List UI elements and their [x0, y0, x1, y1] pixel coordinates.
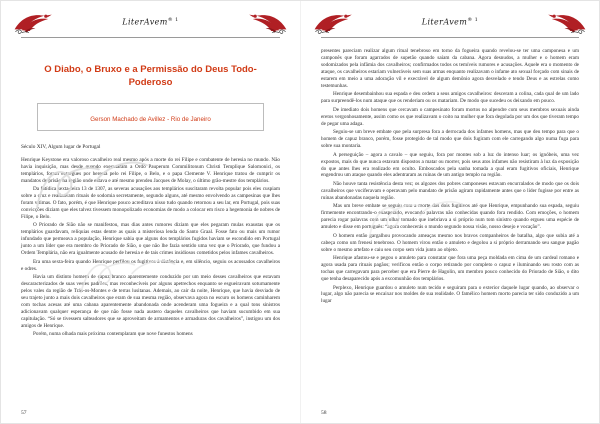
brand-logotype [21, 11, 280, 27]
body-paragraph: O homem então gargalhou provocando ameaças mesmo nos bravos companheiros de batalha, algo que subia até a cabeça como um frenesi tenebroso. O homem virou então o amuleto e degolou a si próprio derramando seu sangue pagão sobre o mesmo artefato e caiu seu corpo sem vida junto ao objeto. [321, 232, 579, 253]
body-paragraph: A perseguição – agora a cavalo – que seguiu, fora por montes sob a luz do intenso luar; os ignóbeis, uma vez expostos, mais do que nunca estavam dispostos a matar ou morrer, pois seus atos infames não resistiram à luz da exposição do que antes lhes era realizado em oculto. Emboscados pela sanha tomada a qual eram fugitivos oficiais, Henrique engendrou um ataque quando eles adentraram as ruínas de um antigo templo na região. [321, 151, 579, 179]
body-paragraph: O Priorado de Sião não se manifestou, mas dias antes rumores diziam que eles pegaram mulas exaustas que os templários guardavam, relíquias estas dentre as quais a misteriosa lenda do Santo Graal. Fosse fato ou mais um rumor infundado que permeava a população, Henrique sabia que alguns dos templários fugidos haviam se escondido em Portugal junto a um líder que era membro do Priorado de Sião, o que não lhe fazia sentido uma vez que o Priorado, que fundou a Ordem Templária, não era igualmente acusado de heresia e de tais crimes insidiosos cometidos pelos infames cavalheiros. [21, 222, 280, 257]
page-number: 57 [21, 410, 27, 416]
bird-ornament-icon [547, 11, 587, 35]
brand-superscript: ® 1 [167, 17, 179, 23]
body-paragraph: presentes pareciam realizar algum ritual tenebroso em torno da fogueira quando revelou-se ter uma camponesa e um camponês que foram agarrados de supetão quando saíam da cabana. Agora desnudos, a mulher e o homem eram sodomizados pela infâmia dos cavalheiros; confirmados todos os temíveis rumores e acusações. Aquele era o momento de ataque, os cavalheiros estariam vulneráveis sem suas armas enquanto realizavam o infame ato sexual forçado com sinais de estarem em meio a uma adoração vil e execrável de algum demônio agora desvelado e tendo Deus e as estrelas como testemunhas. [321, 48, 579, 89]
bird-ornament-icon [13, 11, 53, 35]
byline-box [37, 103, 265, 131]
brand-text: LiterAvem [122, 17, 168, 27]
body-paragraph: Perplexo, Henrique guardou o amuleto num tecido e seguiram para o exterior daquele lugar quando, ao observar o lugar, algo não parecia se encaixar nos moldes de sua realidade. O famélico homem morto parecia ter sido conduzido a um lugar [321, 284, 579, 305]
bird-ornament-icon [313, 11, 353, 35]
page-body [321, 48, 579, 305]
page-header [321, 11, 579, 38]
story-title: O Diabo, o Bruxo e a Permissão do Deus Todo-Poderoso [44, 64, 257, 88]
page-number: 58 [321, 410, 327, 416]
brand-logotype [321, 11, 579, 27]
body-paragraph: Henrique Keystone era valoroso cavalheiro real mesmo após a morte do rei Filipe e combatente de heresia no mundo. Não havia inquisição, mas desde quando executaram a Ordo Pauperum Commilitonum Christi Templique Salomonici, os templários, foram entregues por heresia pelo rei Filipe, o Belo, e o papa Clemente V. Henrique tratou de cumprir os mandatos de prisão na região onde estava e até mesmo prendeu Jacques de Molay, o último grão-mestre dos templários. [21, 156, 280, 184]
page-left [1, 1, 300, 423]
body-paragraph: Era uma sexta-feira quando Henrique perfilou os fugitivos à distância e, em silêncio, seguiu os acossados cavalheiros e odres. [21, 258, 280, 272]
page-header [21, 11, 280, 38]
body-paragraph: Não houve tanta resistência desta vez; os algozes dos pobres camponeses estavam encurralados de modo que os dois cavalheiros que vociferavam e operavam pelo mandato de prisão agiram rapidamente antes que o líder fugisse por entre as ruínas abandonadas naquela região. [321, 180, 579, 201]
body-paragraph: Havia um distinto homem de capuz branco aparentemente conduzido por um meio desses cavalheiros que estavam descaracterizados de suas vestes padrões, mas reconhecíveis por alguns apetrechos enquanto se esgueiravam soturnamente pelos vales da região de Trás-os-Montes e de terras lusitanas. Ademais, ao cair da noite, Henrique, que havia desviado de seu trajeto junto a mais dois cavalheiros que eram de sua mesma região, observava agora no escuro os homens caminharem com tochas acesas até uma cabana aparentemente abandonada onde acenderam uma fogueira e a qual tons sinistros adicionavam qualquer esperança de que não fosse nada austero daqueles cavalheiros que haviam sucumbido em sua capitulação. “Só se tivessem salteadores que se aproveitam de armamentos e armaduras dos cavalheiros”, instigou um dos amigos de Henrique. [21, 274, 280, 329]
dateline: Século XIV, Algum lugar de Portugal [21, 143, 101, 150]
body-paragraph: Henrique desembainhou sua espada e deu ordem a seus amigos cavalheiros: desceram a colina, cada qual de um lado para surpreendê-los num ataque que os renderiam ou os matariam. De modo que sucedeu os deixando em pouco. [321, 91, 579, 105]
author-byline: Gerson Machado de Avillez - Rio de Janeiro [90, 115, 211, 123]
body-paragraph: De imediato dois homens que cercavam o campesinato foram mortos no alpendre com seus membros sexuais ainda eretos vergonhosamente, assim como os que realizavam o coito na mulher que fora degolada por um dos que tiveram tempo de pegar uma adaga. [321, 106, 579, 127]
bird-ornament-icon [248, 11, 288, 35]
body-paragraph: Henrique afastou-se e pegou o amuleto para constatar que fora uma peça moldada em cima de um cardeal romano e agora usada para rituais pagãos; verificou então o corpo retirando por completo o capuz e iluminando seu rosto com as tochas que carregavam para perceber que era Pierre de Hagolin, um membro pouco conhecido do Priorado de Sião, o dito que tenha desaparecido após a excomunhão dos templários. [321, 255, 579, 283]
page-body [21, 157, 280, 339]
body-paragraph: Porém, numa olhada mais próxima contemplaram que nove funestos homens [33, 331, 193, 338]
brand-text: LiterAvem [421, 17, 468, 27]
page-right [300, 1, 599, 423]
body-paragraph: Seguiu-se um breve embate que pela surpresa fora a derrocada dos infames homens, mas que deu tempo para que o homem de capuz branco, porém, fosse protegido de tal modo que dois fugiram com ele carregando algo numa fuga para sobre sua montaria. [321, 129, 579, 150]
body-paragraph: Mas um breve embate se seguiu com a morte dos dois fugitivos até que Henrique, empunhando sua espada, seguiu firmemente encontrando-o exasperado, evocando palavras não conhecidas quando fora rendido. Com emoções, o homem parecia rogar palavras com um olhar tomado que inebriava a si próprio num tom sinistro quando ergueu uma espécie de amuleto e disse em português: “agora conhecerás o mundo segundo nossa visão, nosso desejo e vocação”. [321, 203, 579, 231]
body-paragraph: Da fatídica sexta-feira 13 de 1307, as severas acusações aos templários suscitaram revolta popular pois eles cuspiam sobre a cruz e realizavam rituais de sodomia secretamente, segundo alguns, até mesmo envolvendo as campesinas que lhes foram vítimas. O fato, porém, é que Henrique pouco acreditava nisso tudo quando retornou a seu lar, em Portugal, pois suas convicções diziam que eles talvez tivessem monopolizado economias de modo a colocar em risco a hegemonia de nobres de Filipe, o Belo. [21, 186, 280, 220]
brand-superscript: ® 1 [467, 17, 479, 23]
